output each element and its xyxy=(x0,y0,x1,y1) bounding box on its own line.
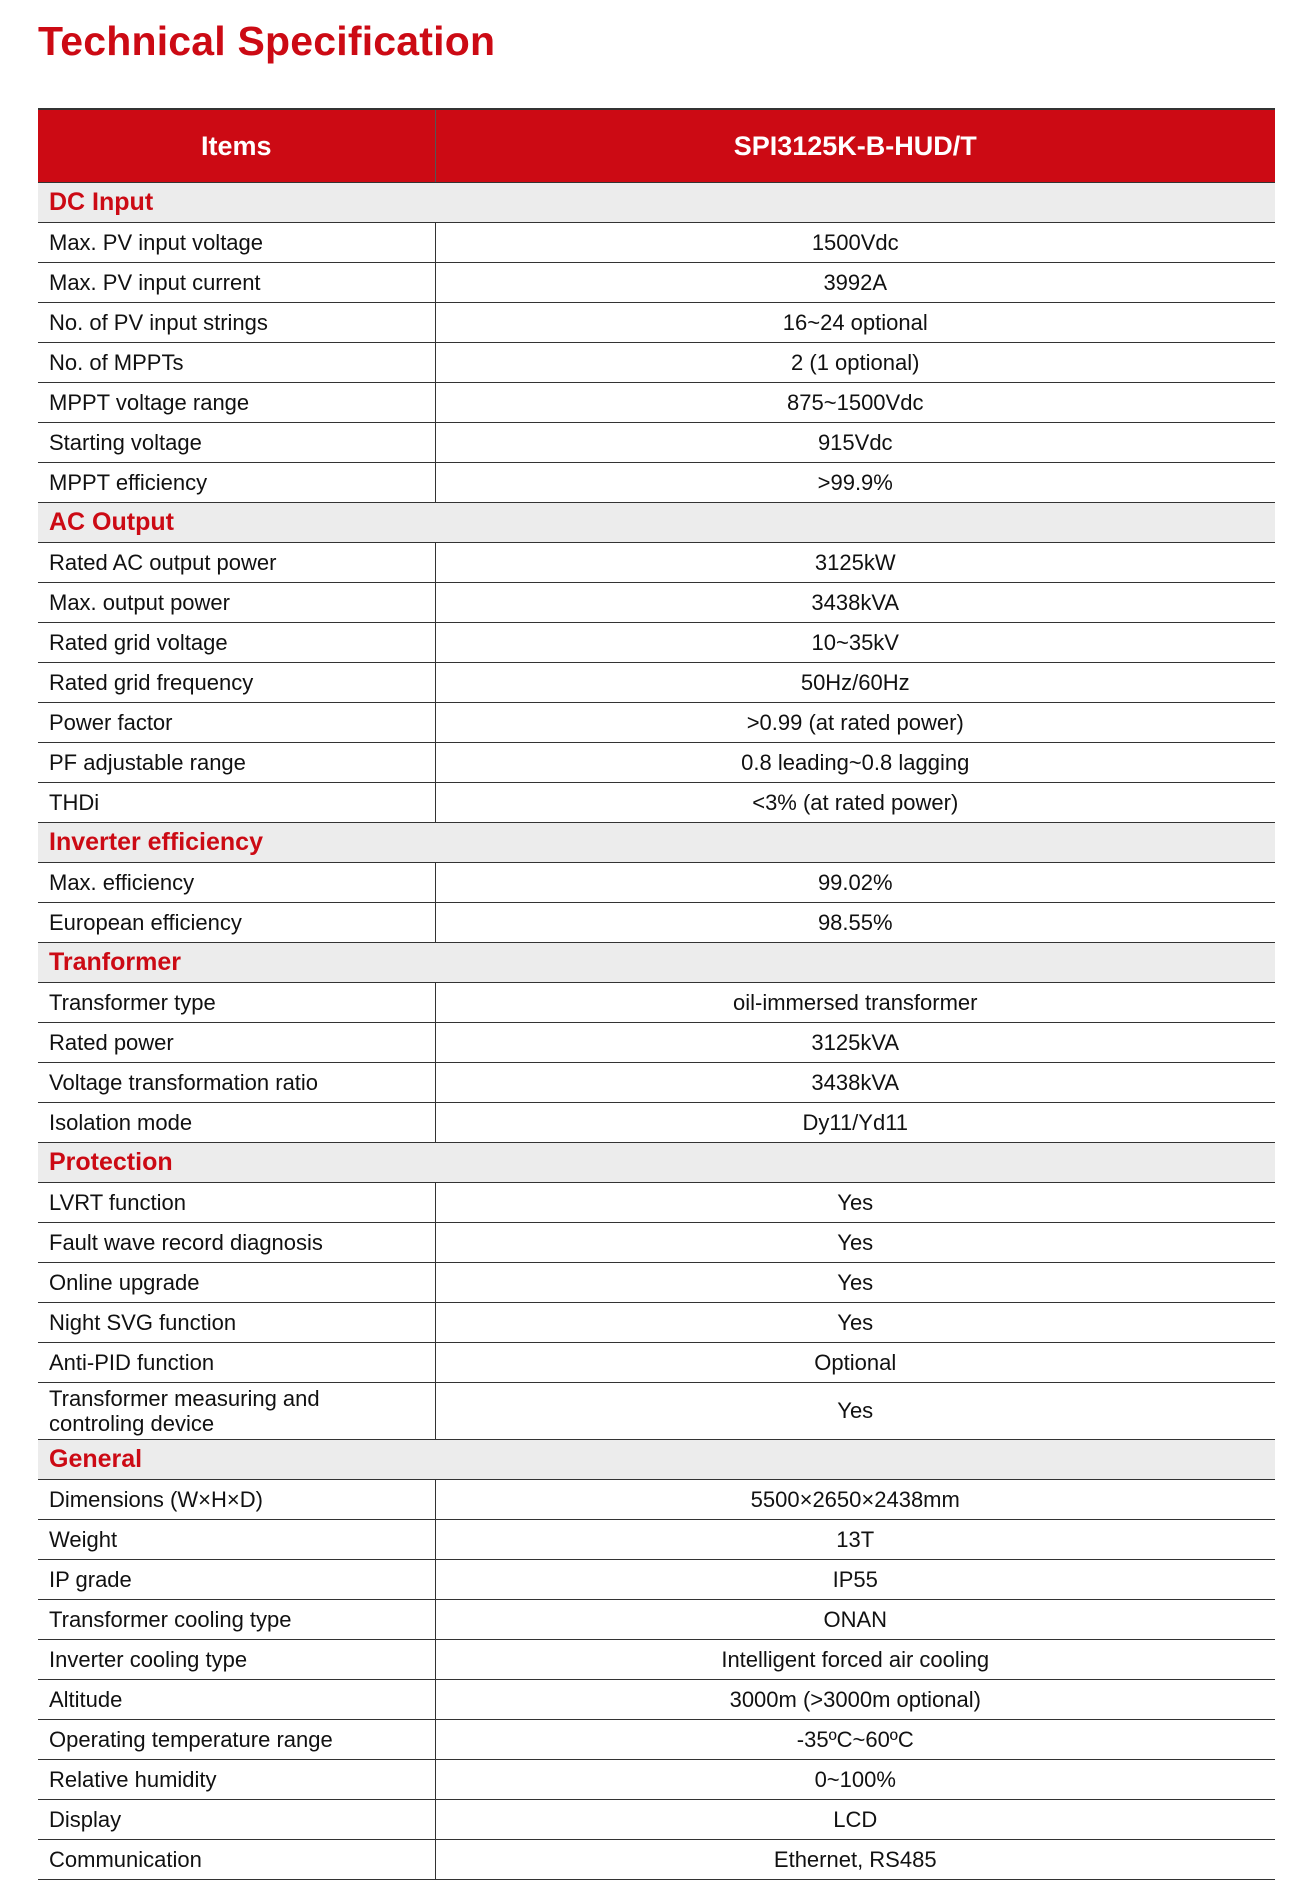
spec-value: Ethernet, RS485 xyxy=(435,1840,1275,1880)
spec-value: 3125kVA xyxy=(435,1023,1275,1063)
table-row xyxy=(38,543,1275,583)
section-header-row xyxy=(38,823,1275,863)
spec-label: Starting voltage xyxy=(38,423,435,463)
spec-value: 5500×2650×2438mm xyxy=(435,1480,1275,1520)
spec-label: Rated AC output power xyxy=(38,543,435,583)
table-row xyxy=(38,1520,1275,1560)
table-row xyxy=(38,1303,1275,1343)
spec-value: 99.02% xyxy=(435,863,1275,903)
section-title: AC Output xyxy=(38,503,1275,543)
spec-label: LVRT function xyxy=(38,1183,435,1223)
section-title: DC Input xyxy=(38,183,1275,223)
section-title: General xyxy=(38,1440,1275,1480)
model-column-header: SPI3125K-B-HUD/T xyxy=(435,109,1275,183)
spec-value: LCD xyxy=(435,1800,1275,1840)
table-row xyxy=(38,1680,1275,1720)
table-header xyxy=(38,109,1275,183)
spec-label: Max. efficiency xyxy=(38,863,435,903)
spec-label: Operating temperature range xyxy=(38,1720,435,1760)
table-row xyxy=(38,463,1275,503)
spec-value: IP55 xyxy=(435,1560,1275,1600)
spec-label: Rated grid voltage xyxy=(38,623,435,663)
spec-label: Communication xyxy=(38,1840,435,1880)
section-title: Protection xyxy=(38,1143,1275,1183)
table-row xyxy=(38,263,1275,303)
table-row xyxy=(38,1383,1275,1440)
spec-value: Yes xyxy=(435,1223,1275,1263)
table-row xyxy=(38,1720,1275,1760)
table-row xyxy=(38,343,1275,383)
table-row xyxy=(38,1480,1275,1520)
table-row xyxy=(38,623,1275,663)
spec-value: Dy11/Yd11 xyxy=(435,1103,1275,1143)
spec-label: No. of PV input strings xyxy=(38,303,435,343)
section-header-row xyxy=(38,1143,1275,1183)
spec-value: 1500Vdc xyxy=(435,223,1275,263)
spec-value: Optional xyxy=(435,1343,1275,1383)
spec-label: Isolation mode xyxy=(38,1103,435,1143)
table-row xyxy=(38,383,1275,423)
spec-label: Fault wave record diagnosis xyxy=(38,1223,435,1263)
table-row xyxy=(38,1600,1275,1640)
spec-value: 3992A xyxy=(435,263,1275,303)
table-row xyxy=(38,983,1275,1023)
table-row xyxy=(38,1560,1275,1600)
spec-value: ONAN xyxy=(435,1600,1275,1640)
table-row xyxy=(38,1023,1275,1063)
table-row xyxy=(38,663,1275,703)
spec-label: IP grade xyxy=(38,1560,435,1600)
spec-value: Yes xyxy=(435,1383,1275,1440)
spec-value: Yes xyxy=(435,1263,1275,1303)
table-row xyxy=(38,1640,1275,1680)
spec-label: Night SVG function xyxy=(38,1303,435,1343)
section-header-row xyxy=(38,503,1275,543)
spec-value: 915Vdc xyxy=(435,423,1275,463)
spec-value: 50Hz/60Hz xyxy=(435,663,1275,703)
table-row xyxy=(38,1103,1275,1143)
table-row xyxy=(38,1183,1275,1223)
spec-value: 3438kVA xyxy=(435,583,1275,623)
spec-label: Transformer type xyxy=(38,983,435,1023)
spec-value: Yes xyxy=(435,1303,1275,1343)
items-column-header: Items xyxy=(38,109,435,183)
table-row xyxy=(38,863,1275,903)
spec-label: Inverter cooling type xyxy=(38,1640,435,1680)
table-row xyxy=(38,423,1275,463)
section-title: Tranformer xyxy=(38,943,1275,983)
spec-value: 0.8 leading~0.8 lagging xyxy=(435,743,1275,783)
spec-value: >0.99 (at rated power) xyxy=(435,703,1275,743)
spec-label: No. of MPPTs xyxy=(38,343,435,383)
section-header-row xyxy=(38,943,1275,983)
spec-label: Rated power xyxy=(38,1023,435,1063)
section-header-row xyxy=(38,1440,1275,1480)
spec-label: Online upgrade xyxy=(38,1263,435,1303)
spec-label: Relative humidity xyxy=(38,1760,435,1800)
spec-label: Transformer measuring and controling device xyxy=(38,1383,435,1440)
table-row xyxy=(38,703,1275,743)
spec-value: 2 (1 optional) xyxy=(435,343,1275,383)
table-row xyxy=(38,1063,1275,1103)
spec-table xyxy=(38,108,1275,1880)
table-row xyxy=(38,223,1275,263)
spec-label: THDi xyxy=(38,783,435,823)
spec-label: Dimensions (W×H×D) xyxy=(38,1480,435,1520)
spec-value: 10~35kV xyxy=(435,623,1275,663)
spec-value: 3000m (>3000m optional) xyxy=(435,1680,1275,1720)
spec-value: -35ºC~60ºC xyxy=(435,1720,1275,1760)
spec-value: oil-immersed transformer xyxy=(435,983,1275,1023)
spec-value: <3% (at rated power) xyxy=(435,783,1275,823)
spec-value: 13T xyxy=(435,1520,1275,1560)
table-row xyxy=(38,1263,1275,1303)
spec-label: Transformer cooling type xyxy=(38,1600,435,1640)
spec-value: Yes xyxy=(435,1183,1275,1223)
spec-value: 3125kW xyxy=(435,543,1275,583)
spec-label: MPPT efficiency xyxy=(38,463,435,503)
spec-value: 0~100% xyxy=(435,1760,1275,1800)
table-row xyxy=(38,303,1275,343)
spec-label: MPPT voltage range xyxy=(38,383,435,423)
page-title: Technical Specification xyxy=(38,18,496,64)
table-row xyxy=(38,583,1275,623)
spec-label: Display xyxy=(38,1800,435,1840)
spec-label: Altitude xyxy=(38,1680,435,1720)
spec-label: Rated grid frequency xyxy=(38,663,435,703)
table-row xyxy=(38,1223,1275,1263)
table-body xyxy=(38,183,1275,1880)
spec-label: Max. output power xyxy=(38,583,435,623)
table-row xyxy=(38,783,1275,823)
spec-value: Intelligent forced air cooling xyxy=(435,1640,1275,1680)
spec-value: >99.9% xyxy=(435,463,1275,503)
table-row xyxy=(38,1840,1275,1880)
spec-label: European efficiency xyxy=(38,903,435,943)
spec-label: Weight xyxy=(38,1520,435,1560)
table-row xyxy=(38,903,1275,943)
table-row xyxy=(38,1343,1275,1383)
spec-value: 875~1500Vdc xyxy=(435,383,1275,423)
spec-label: Max. PV input voltage xyxy=(38,223,435,263)
table-row xyxy=(38,1800,1275,1840)
spec-label: Voltage transformation ratio xyxy=(38,1063,435,1103)
spec-value: 16~24 optional xyxy=(435,303,1275,343)
header-row xyxy=(38,109,1275,183)
spec-label: Max. PV input current xyxy=(38,263,435,303)
spec-value: 3438kVA xyxy=(435,1063,1275,1103)
table-row xyxy=(38,1760,1275,1800)
section-header-row xyxy=(38,183,1275,223)
table-row xyxy=(38,743,1275,783)
spec-label: Power factor xyxy=(38,703,435,743)
section-title: Inverter efficiency xyxy=(38,823,1275,863)
spec-label: Anti-PID function xyxy=(38,1343,435,1383)
spec-label: PF adjustable range xyxy=(38,743,435,783)
spec-value: 98.55% xyxy=(435,903,1275,943)
